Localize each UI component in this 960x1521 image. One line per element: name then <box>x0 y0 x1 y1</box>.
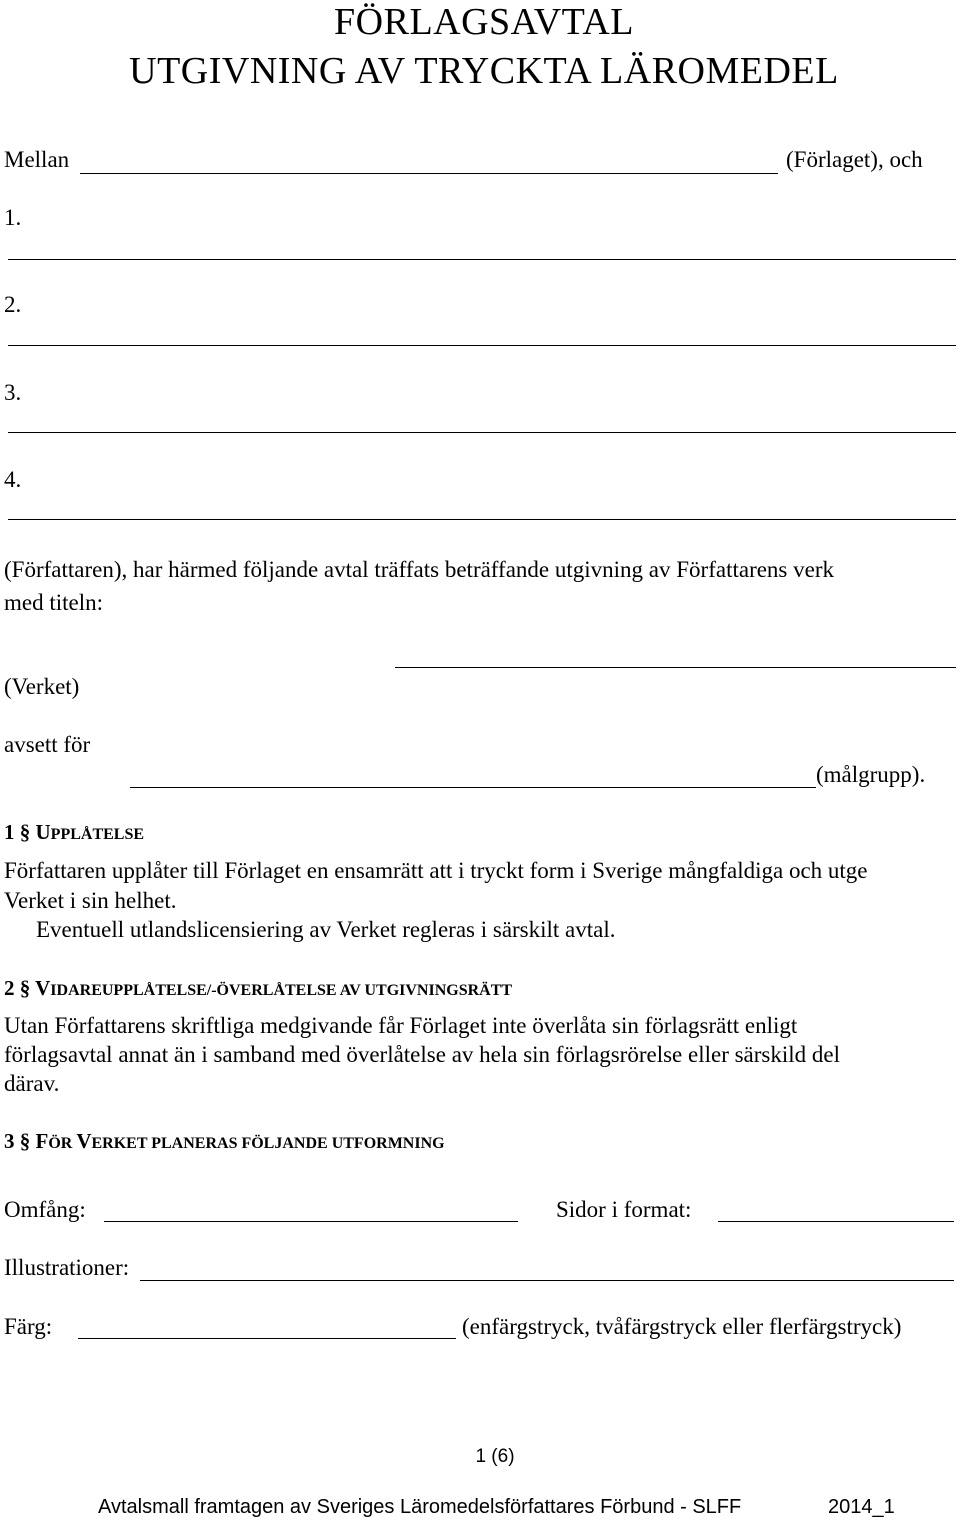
between-label: Mellan <box>4 147 70 172</box>
illustrations-label: Illustrationer: <box>4 1255 130 1280</box>
author-number-2: 2. <box>4 292 22 317</box>
section-1-number: 1 <box>4 820 15 844</box>
author-1-field[interactable] <box>8 259 956 260</box>
footer-text: Avtalsmall framtagen av Sveriges Läromedelsförfattares Förbund - SLFF <box>98 1496 742 1518</box>
publisher-suffix: (Förlaget), och <box>786 147 923 172</box>
section-2-text-line-1: Utan Författarens skriftliga medgivande får Förlaget inte överlåta sin förlagsrätt enligt <box>4 1013 798 1038</box>
intro-line-1: (Författaren), har härmed följande avtal träffats beträffande utgivning av Författarens verk <box>4 557 834 582</box>
scope-field[interactable] <box>104 1221 518 1222</box>
author-number-3: 3. <box>4 380 22 405</box>
section-3-heading-cap-1: F <box>35 1129 49 1153</box>
document-title-line1: FÖRLAGSAVTAL <box>334 1 634 43</box>
section-1-text-line-1: Författaren upplåter till Förlaget en ensamrätt att i tryckt form i Sverige mångfaldiga och utge <box>4 858 868 883</box>
color-label: Färg: <box>4 1314 53 1339</box>
section-3-heading-mid: ÖR <box>48 1135 77 1152</box>
section-1-heading-rest: PPLÅTELSE <box>50 826 145 843</box>
page-number: 1 (6) <box>475 1446 515 1467</box>
footer-version: 2014_1 <box>828 1496 895 1518</box>
document-title-line2: UTGIVNING AV TRYCKTA LÄROMEDEL <box>129 50 839 92</box>
section-1-heading-cap: U <box>35 820 51 844</box>
publisher-name-field[interactable] <box>80 173 778 174</box>
section-2-heading <box>4 976 512 1001</box>
author-4-field[interactable] <box>8 519 956 520</box>
pages-format-field[interactable] <box>718 1221 954 1222</box>
section-2-heading-rest: IDAREUPPLÅTELSE/-ÖVERLÅTELSE AV UTGIVNINGSRÄTT <box>50 982 513 999</box>
section-symbol: § <box>19 1129 31 1153</box>
section-3-heading <box>4 1129 445 1154</box>
section-1-text-line-3: Eventuell utlandslicensiering av Verket regleras i särskilt avtal. <box>36 917 616 942</box>
section-1-heading <box>4 820 144 845</box>
target-group-field[interactable] <box>130 787 816 788</box>
pages-format-label: Sidor i format: <box>556 1197 692 1222</box>
illustrations-field[interactable] <box>140 1280 954 1281</box>
section-3-heading-rest: ERKET PLANERAS FÖLJANDE UTFORMNING <box>91 1135 445 1152</box>
section-symbol: § <box>19 820 31 844</box>
section-symbol: § <box>19 976 31 1000</box>
author-3-field[interactable] <box>8 432 956 433</box>
section-3-number: 3 <box>4 1129 15 1153</box>
color-options-text: (enfärgstryck, tvåfärgstryck eller flerfärgstryck) <box>462 1314 902 1339</box>
section-1-text-line-2: Verket i sin helhet. <box>4 888 177 913</box>
section-2-text-line-2: förlagsavtal annat än i samband med överlåtelse av hela sin förlagsrörelse eller särskild del <box>4 1042 840 1067</box>
section-3-heading-cap-2: V <box>76 1129 92 1153</box>
author-number-1: 1. <box>4 205 22 230</box>
target-group-suffix: (målgrupp). <box>816 762 926 787</box>
section-2-text-line-3: därav. <box>4 1071 60 1096</box>
author-number-4: 4. <box>4 467 22 492</box>
section-2-heading-cap: V <box>35 976 51 1000</box>
color-field[interactable] <box>78 1338 456 1339</box>
author-2-field[interactable] <box>8 345 956 346</box>
intended-for-label: avsett för <box>4 732 91 757</box>
work-title-field[interactable] <box>395 667 956 668</box>
work-label: (Verket) <box>4 674 80 699</box>
section-2-number: 2 <box>4 976 15 1000</box>
intro-line-2: med titeln: <box>4 590 104 615</box>
scope-label: Omfång: <box>4 1197 86 1222</box>
